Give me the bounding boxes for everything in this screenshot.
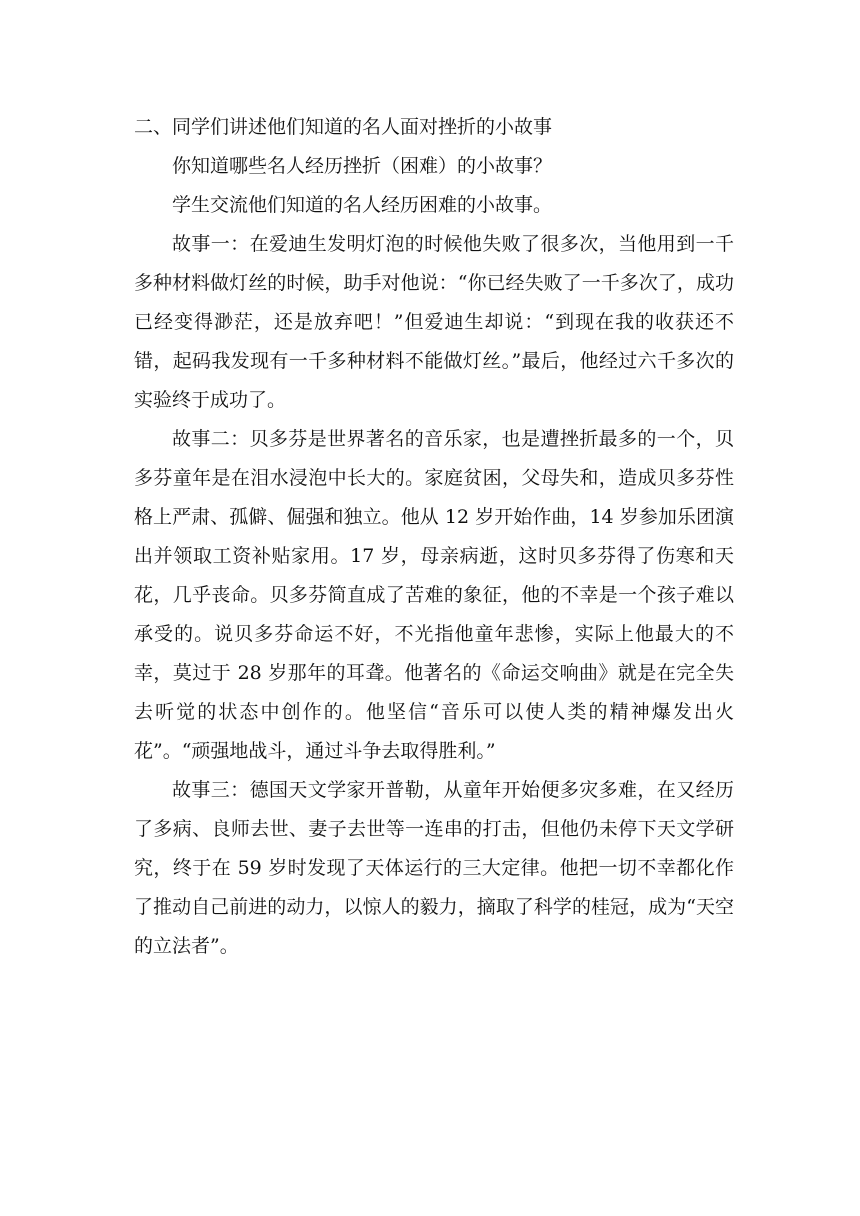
story-one-paragraph: 故事一：在爱迪生发明灯泡的时候他失败了很多次，当他用到一千多种材料做灯丝的时候，助手对他说：“你已经失败了一千多次了，成功已经变得渺茫，还是放弃吧！”但爱迪生却说：“到现在我的收获还不错，起码我发现有一千多种材料不能做灯丝。”最后，他经过六千多次的实验终于成功了。 <box>134 233 734 411</box>
section-heading: 二、同学们讲述他们知道的名人面对挫折的小故事 <box>134 116 553 138</box>
activity-paragraph: 学生交流他们知道的名人经历困难的小故事。 <box>172 194 553 216</box>
document-body <box>134 108 734 966</box>
story-three-paragraph: 故事三：德国天文学家开普勒，从童年开始便多灾多难，在又经历了多病、良师去世、妻子去世等一连串的打击，但他仍未停下天文学研究，终于在 59 岁时发现了天体运行的三大定律。他把一切不幸都化作了推动自己前进的动力，以惊人的毅力，摘取了科学的桂冠，成为“天空的立法者”。 <box>134 779 734 957</box>
story-two-paragraph: 故事二：贝多芬是世界著名的音乐家，也是遭挫折最多的一个，贝多芬童年是在泪水浸泡中长大的。家庭贫困，父母失和，造成贝多芬性格上严肃、孤僻、倔强和独立。他从 12 岁开始作曲，14 岁参加乐团演出并领取工资补贴家用。17 岁，母亲病逝，这时贝多芬得了伤寒和天花，几乎丧命。贝多芬简直成了苦难的象征，他的不幸是一个孩子难以承受的。说贝多芬命运不好，不光指他童年悲惨，实际上他最大的不幸，莫过于 28 岁那年的耳聋。他著名的《命运交响曲》就是在完全失去听觉的状态中创作的。他坚信“音乐可以使人类的精神爆发出火花”。“顽强地战斗，通过斗争去取得胜利。” <box>134 428 734 762</box>
question-paragraph: 你知道哪些名人经历挫折（困难）的小故事？ <box>172 155 553 177</box>
